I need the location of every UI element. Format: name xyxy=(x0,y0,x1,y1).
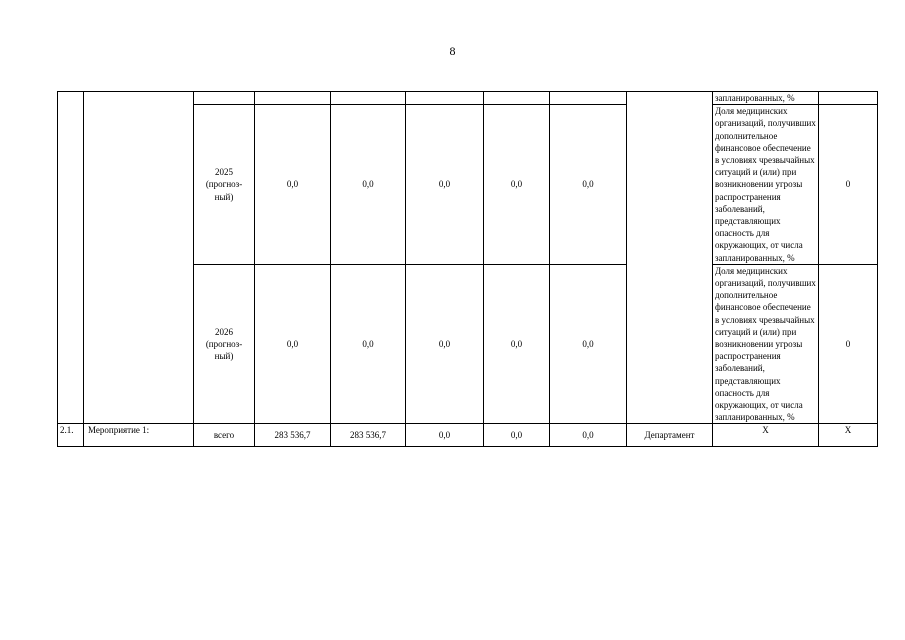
indicator-cell: Доля медицинских организаций, получивших дополнительное финансовое обеспечение в условиях чрезвычайных ситуаций и (или) при возникновении угрозы распространения заболеваний, представляющих опасность для окружающих, от числа запланированных, % xyxy=(713,105,819,265)
value-cell: 0,0 xyxy=(484,264,550,424)
cell-value-top xyxy=(331,92,406,105)
indicator-cell: Доля медицинских организаций, получивших дополнительное финансовое обеспечение в условиях чрезвычайных ситуаций и (или) при возникновении угрозы распространения заболеваний, представляющих опасность для окружающих, от числа запланированных, % xyxy=(713,264,819,424)
cell-target-top xyxy=(819,92,878,105)
cell-value-top xyxy=(406,92,484,105)
cell-executor-empty xyxy=(627,92,713,424)
year-value: 2026 xyxy=(215,326,233,337)
year-note: (прогноз- ный) xyxy=(205,179,243,202)
measure-name: Мероприятие 1: xyxy=(84,424,194,447)
value-cell: 283 536,7 xyxy=(331,424,406,447)
indicator-tail: запланированных, % xyxy=(713,92,819,105)
target-cell: 0 xyxy=(819,264,878,424)
value-cell: 0,0 xyxy=(406,105,484,265)
executor-cell: Департамент xyxy=(627,424,713,447)
target-cell: 0 xyxy=(819,105,878,265)
cell-name-empty xyxy=(84,92,194,424)
value-cell: 0,0 xyxy=(550,105,627,265)
cell-value-top xyxy=(484,92,550,105)
cell-value-top xyxy=(550,92,627,105)
year-value: 2025 xyxy=(215,167,233,178)
value-cell: 0,0 xyxy=(550,264,627,424)
value-cell: 0,0 xyxy=(331,264,406,424)
value-cell: 283 536,7 xyxy=(255,424,331,447)
year-cell xyxy=(194,264,255,424)
page-number: 8 xyxy=(449,44,456,58)
value-cell: 0,0 xyxy=(255,105,331,265)
value-cell: 0,0 xyxy=(406,264,484,424)
value-cell: 0,0 xyxy=(484,424,550,447)
cell-number-empty xyxy=(58,92,84,424)
target-cell: Х xyxy=(819,424,878,447)
cell-period-top xyxy=(194,92,255,105)
table-row-top xyxy=(58,92,878,105)
value-cell: 0,0 xyxy=(406,424,484,447)
table-row-2-1 xyxy=(58,424,878,447)
row-number: 2.1. xyxy=(58,424,84,447)
cell-value-top xyxy=(255,92,331,105)
value-cell: 0,0 xyxy=(331,105,406,265)
value-cell: 0,0 xyxy=(550,424,627,447)
year-cell xyxy=(194,105,255,265)
indicator-cell: Х xyxy=(713,424,819,447)
program-table xyxy=(57,91,878,447)
period-cell: всего xyxy=(194,424,255,447)
value-cell: 0,0 xyxy=(255,264,331,424)
year-note: (прогноз- ный) xyxy=(205,339,243,362)
value-cell: 0,0 xyxy=(484,105,550,265)
